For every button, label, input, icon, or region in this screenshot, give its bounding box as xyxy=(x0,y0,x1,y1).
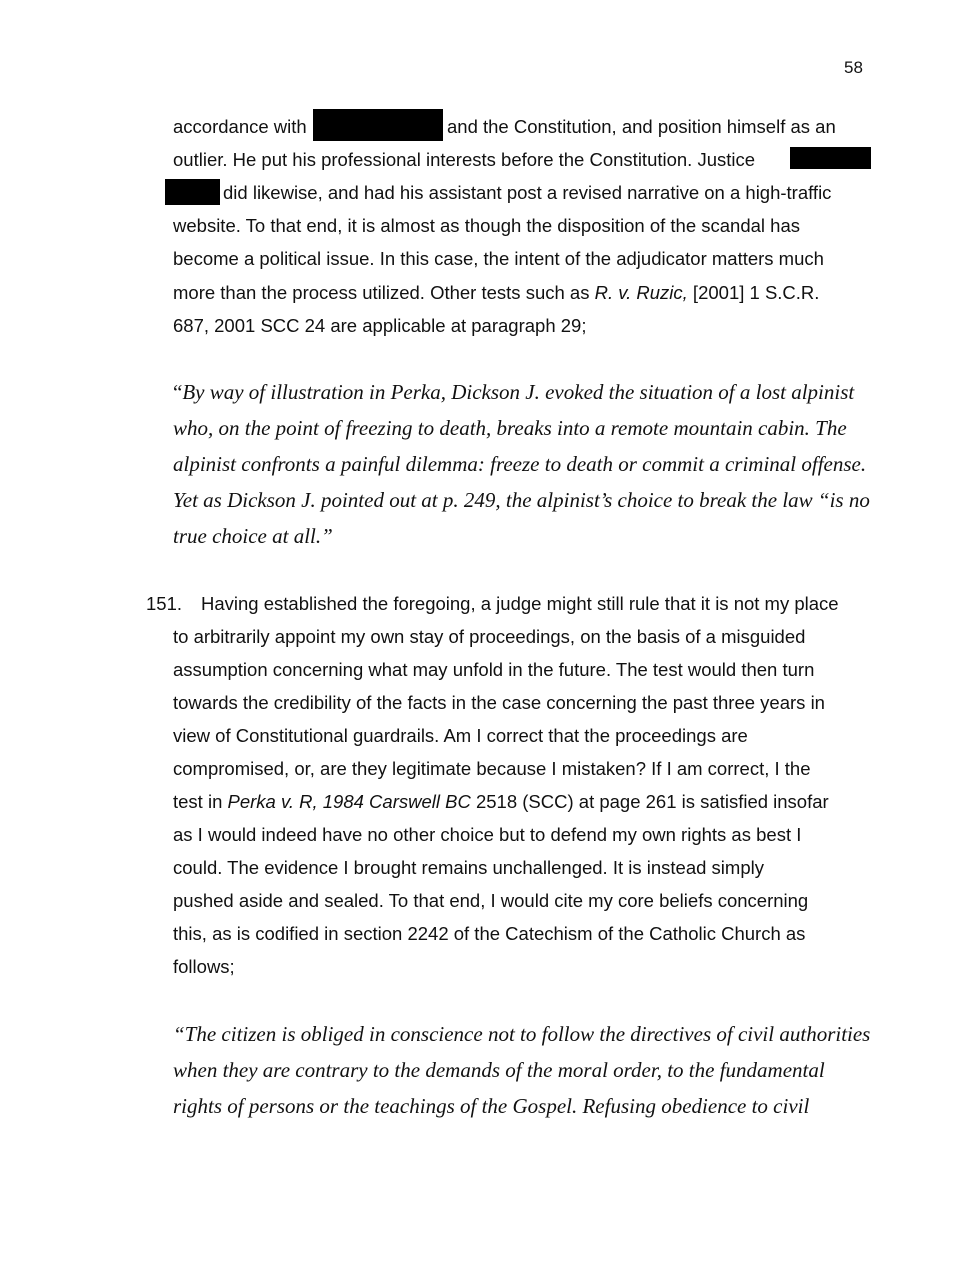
text-line: become a political issue. In this case, the intent of the adjudicator matters much xyxy=(173,248,824,269)
text-line: view of Constitutional guardrails. Am I correct that the proceedings are xyxy=(173,725,748,746)
text-line: assumption concerning what may unfold in the future. The test would then turn xyxy=(173,659,815,680)
text-line: did likewise, and had his assistant post a revised narrative on a high-traffic xyxy=(223,182,832,203)
text-line: pushed aside and sealed. To that end, I would cite my core beliefs concerning xyxy=(173,890,809,911)
text-line: follows; xyxy=(173,956,235,977)
text-line: to arbitrarily appoint my own stay of proceedings, on the basis of a misguided xyxy=(173,626,806,647)
text-line: this, as is codified in section 2242 of the Catechism of the Catholic Church as xyxy=(173,923,806,944)
quote-line: true choice at all.” xyxy=(173,524,333,548)
paragraph-number: 151. xyxy=(146,593,183,614)
text-line: test in Perka v. R, 1984 Carswell BC 2518 (SCC) at page 261 is satisfied insofar xyxy=(173,791,829,812)
text-line: website. To that end, it is almost as though the disposition of the scandal has xyxy=(173,215,800,236)
redaction-block xyxy=(165,179,220,205)
case-citation: Perka v. R, 1984 Carswell BC xyxy=(227,791,471,812)
redaction-block xyxy=(790,147,871,169)
text-line: towards the credibility of the facts in the case concerning the past three years in xyxy=(173,692,825,713)
text-line: Having established the foregoing, a judge might still rule that it is not my place xyxy=(201,593,839,614)
text-line: more than the process utilized. Other tests such as R. v. Ruzic, [2001] 1 S.C.R. xyxy=(173,282,820,303)
quote-line: Yet as Dickson J. pointed out at p. 249, the alpinist’s choice to break the law “is no xyxy=(173,488,870,512)
quote-line: when they are contrary to the demands of the moral order, to the fundamental xyxy=(173,1058,825,1082)
quote-line: who, on the point of freezing to death, breaks into a remote mountain cabin. The xyxy=(173,416,847,440)
text-line: compromised, or, are they legitimate because I mistaken? If I am correct, I the xyxy=(173,758,811,779)
quote-line: rights of persons or the teachings of the Gospel. Refusing obedience to civil xyxy=(173,1094,810,1118)
case-citation: R. v. Ruzic, xyxy=(594,282,688,303)
quote-line: “By way of illustration in Perka, Dickson J. evoked the situation of a lost alpinist xyxy=(173,380,855,404)
text-line: 687, 2001 SCC 24 are applicable at paragraph 29; xyxy=(173,315,587,336)
text-line: accordance with xyxy=(173,116,307,137)
page-number: 58 xyxy=(844,58,863,77)
text-line: could. The evidence I brought remains unchallenged. It is instead simply xyxy=(173,857,764,878)
text-line: as I would indeed have no other choice but to defend my own rights as best I xyxy=(173,824,802,845)
quote-line: “The citizen is obliged in conscience not to follow the directives of civil authorities xyxy=(173,1022,871,1046)
redaction-block xyxy=(313,109,443,141)
text-line: outlier. He put his professional interests before the Constitution. Justice xyxy=(173,149,756,170)
quote-line: alpinist confronts a painful dilemma: freeze to death or commit a criminal offense. xyxy=(173,452,867,476)
text-line: and the Constitution, and position himself as an xyxy=(447,116,836,137)
